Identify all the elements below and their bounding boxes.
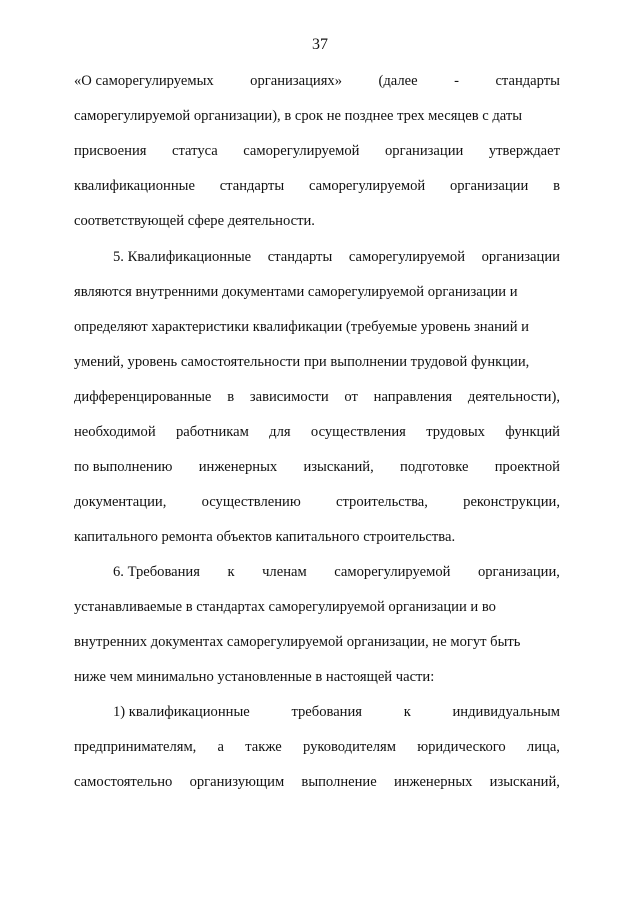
word: функций	[505, 424, 560, 440]
word: саморегулируемой	[348, 249, 466, 265]
word: «О саморегулируемых	[74, 73, 214, 89]
word: а	[217, 739, 225, 755]
word: строительства,	[336, 494, 428, 510]
word: -	[454, 73, 459, 89]
word: юридического	[417, 739, 506, 755]
word: организации	[481, 249, 560, 265]
word: (далее	[378, 73, 418, 89]
word: организующим	[189, 774, 285, 790]
text-line: устанавливаемые в стандартах саморегулируемой организации и во	[74, 599, 496, 615]
word: индивидуальным	[452, 704, 560, 720]
word: от	[344, 389, 358, 405]
word: саморегулируемой	[334, 564, 451, 580]
word: организации,	[477, 564, 560, 580]
word: в	[553, 178, 560, 194]
word: саморегулируемой	[308, 178, 426, 194]
word: руководителям	[302, 739, 397, 755]
word: к	[227, 564, 235, 580]
word: изысканий,	[303, 459, 374, 475]
text-line: внутренних документах саморегулируемой организации, не могут быть	[74, 634, 521, 650]
word: присвоения	[74, 143, 147, 159]
word: утверждает	[488, 143, 560, 159]
word: самостоятельно	[74, 774, 173, 790]
word: стандарты	[267, 249, 333, 265]
word: изысканий,	[489, 774, 560, 790]
word: проектной	[494, 459, 560, 475]
word: лица,	[526, 739, 560, 755]
word: реконструкции,	[463, 494, 560, 510]
word: необходимой	[74, 424, 156, 440]
text-line: соответствующей сфере деятельности.	[74, 213, 315, 229]
word: к	[403, 704, 411, 720]
word: по выполнению	[74, 459, 173, 475]
text-line	[74, 773, 560, 791]
word: подготовке	[400, 459, 469, 475]
word: 5. Квалификационные	[113, 249, 252, 265]
word: для	[269, 424, 291, 440]
text-line	[113, 703, 560, 721]
word: организации	[449, 178, 529, 194]
word: также	[245, 739, 282, 755]
text-line: определяют характеристики квалификации (требуемые уровень знаний и	[74, 319, 529, 335]
word: 6. Требования	[113, 564, 200, 580]
word: зависимости	[249, 389, 329, 405]
word: трудовых	[426, 424, 485, 440]
page-number: 37	[312, 36, 328, 53]
text-line: саморегулируемой организации), в срок не позднее трех месяцев с даты	[74, 108, 523, 124]
text-line: ниже чем минимально установленные в настоящей части:	[74, 669, 435, 685]
text-line	[74, 142, 560, 160]
word: предпринимателям,	[74, 739, 197, 755]
word: стандарты	[219, 178, 285, 194]
text-line	[74, 423, 560, 441]
word: в	[227, 389, 235, 405]
text-line: являются внутренними документами саморегулируемой организации и	[74, 284, 518, 300]
word: деятельности),	[467, 389, 560, 405]
word: работникам	[175, 424, 249, 440]
word: выполнение	[301, 774, 377, 790]
text-line	[74, 493, 560, 511]
word: инженерных	[198, 459, 278, 475]
word: квалификационные	[74, 178, 195, 194]
text-line	[74, 72, 560, 90]
word: членам	[262, 564, 307, 580]
word: 1) квалификационные	[113, 704, 250, 720]
word: осуществлению	[201, 494, 301, 510]
text-line: капитального ремонта объектов капитального строительства.	[74, 529, 456, 545]
word: организациях»	[250, 73, 343, 89]
text-line	[74, 388, 560, 406]
text-line	[113, 248, 560, 266]
word: документации,	[74, 494, 167, 510]
text-line	[74, 177, 560, 195]
word: направления	[373, 389, 453, 405]
word: осуществления	[310, 424, 406, 440]
word: саморегулируемой	[243, 143, 360, 159]
text-line: умений, уровень самостоятельности при выполнении трудовой функции,	[74, 354, 530, 370]
text-line	[74, 458, 560, 476]
text-line	[74, 738, 560, 756]
word: организации	[384, 143, 464, 159]
word: инженерных	[393, 774, 473, 790]
word: требования	[291, 704, 362, 720]
text-line	[113, 563, 560, 581]
word: статуса	[172, 143, 218, 159]
word: дифференцированные	[74, 389, 212, 405]
word: стандарты	[495, 73, 560, 89]
